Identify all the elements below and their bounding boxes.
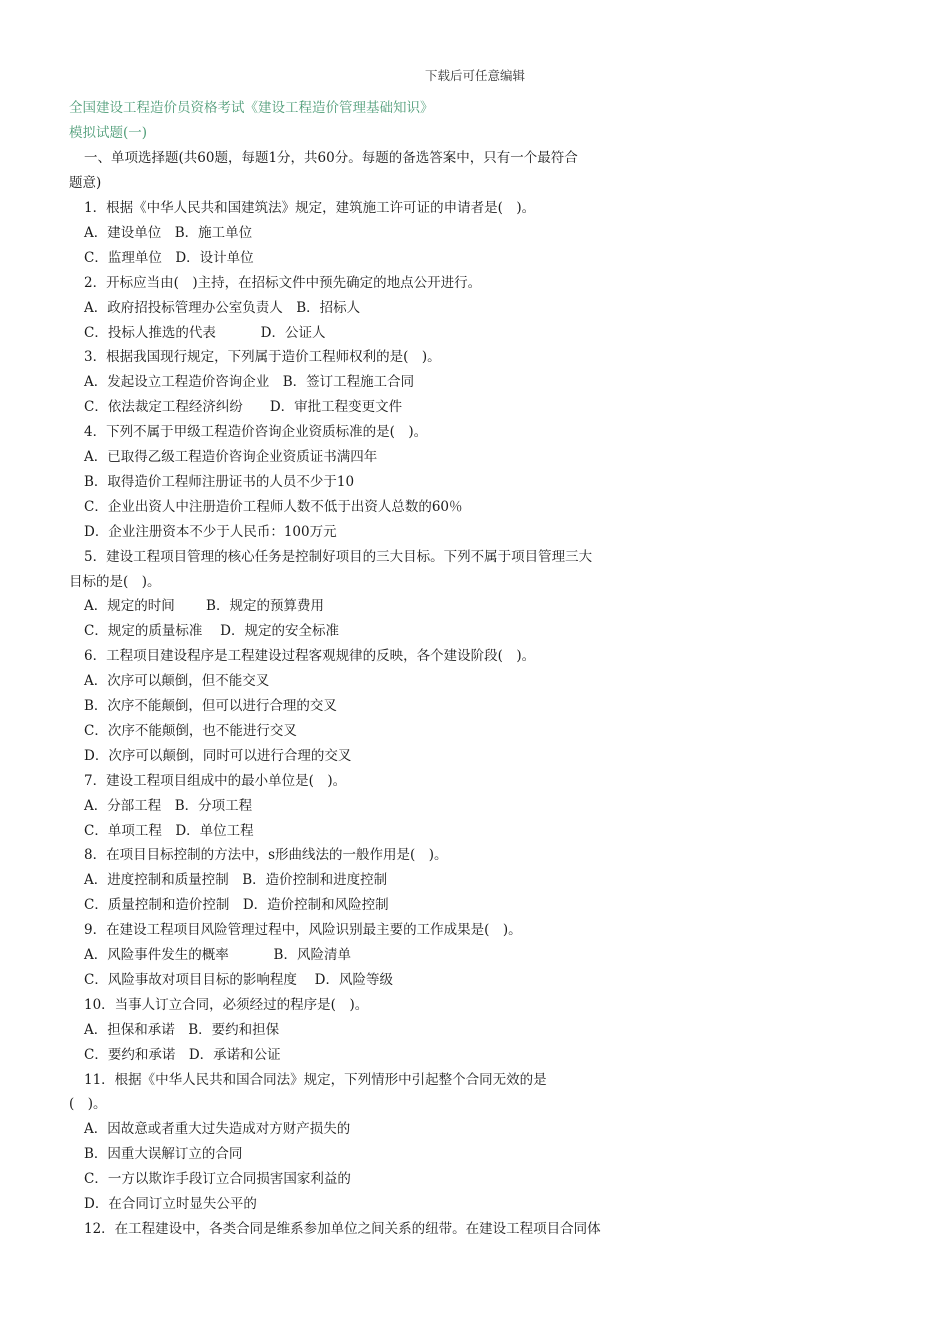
answer-option: B．次序不能颠倒，但可以进行合理的交叉: [84, 698, 337, 714]
answer-option: D．次序可以颠倒，同时可以进行合理的交叉: [84, 747, 352, 764]
question-stem: 9．在建设工程项目风险管理过程中，风险识别最主要的工作成果是( )。: [84, 922, 522, 939]
answer-option: C．监理单位 D．设计单位: [84, 249, 254, 266]
answer-option: C．单项工程 D．单位工程: [84, 822, 254, 839]
answer-option: C．质量控制和造价控制 D．造价控制和风险控制: [84, 897, 389, 914]
question-stem: 7．建设工程项目组成中的最小单位是( )。: [84, 772, 347, 789]
answer-option: A．进度控制和质量控制 B．造价控制和进度控制: [84, 872, 388, 889]
answer-option: A．风险事件发生的概率 B．风险清单: [84, 947, 351, 963]
answer-option: C．一方以欺诈手段订立合同损害国家利益的: [84, 1171, 351, 1188]
answer-option: A．规定的时间 B．规定的预算费用: [84, 598, 324, 615]
question-stem-continued: 目标的是( )。: [69, 573, 161, 590]
question-stem: 10．当事人订立合同，必须经过的程序是( )。: [84, 996, 369, 1013]
question-stem: 11．根据《中华人民共和国合同法》规定，下列情形中引起整个合同无效的是: [84, 1071, 547, 1088]
answer-option: D．在合同订立时显失公平的: [84, 1196, 257, 1212]
answer-option: D．企业注册资本不少于人民币：100万元: [84, 523, 337, 540]
answer-option: C．要约和承诺 D．承诺和公证: [84, 1046, 281, 1063]
section-heading-continued: 题意): [69, 175, 102, 191]
document-title: 全国建设工程造价员资格考试《建设工程造价管理基础知识》: [69, 100, 434, 116]
answer-option: C．依法裁定工程经济纠纷 D．审批工程变更文件: [84, 399, 403, 416]
page-header: 下载后可任意编辑: [424, 68, 525, 83]
question-stem-continued: ( )。: [69, 1096, 107, 1113]
answer-option: B．因重大误解订立的合同: [84, 1146, 243, 1163]
answer-option: A．分部工程 B．分项工程: [84, 797, 253, 814]
answer-option: A．政府招投标管理办公室负责人 B．招标人: [84, 299, 361, 316]
answer-option: A．发起设立工程造价咨询企业 B．签订工程施工合同: [84, 374, 415, 391]
answer-option: C．投标人推选的代表 D．公证人: [84, 324, 326, 341]
question-stem: 5．建设工程项目管理的核心任务是控制好项目的三大目标。下列不属于项目管理三大: [84, 548, 593, 565]
answer-option: C．规定的质量标准 D．规定的安全标准: [84, 623, 339, 640]
question-stem: 8．在项目目标控制的方法中，s形曲线法的一般作用是( )。: [84, 847, 448, 864]
answer-option: C．风险事故对项目目标的影响程度 D．风险等级: [84, 971, 393, 988]
answer-option: B．取得造价工程师注册证书的人员不少于10: [84, 473, 355, 490]
answer-option: A．因故意或者重大过失造成对方财产损失的: [84, 1121, 351, 1138]
question-stem: 1．根据《中华人民共和国建筑法》规定，建筑施工许可证的申请者是( )。: [84, 200, 536, 216]
answer-option: A．建设单位 B．施工单位: [84, 224, 253, 241]
question-stem: 4．下列不属于甲级工程造价咨询企业资质标准的是( )。: [84, 424, 428, 441]
answer-option: C．企业出资人中注册造价工程师人数不低于出资人总数的60％: [84, 498, 463, 515]
answer-option: C．次序不能颠倒，也不能进行交叉: [84, 722, 297, 739]
answer-option: A．次序可以颠倒，但不能交叉: [84, 673, 270, 690]
question-stem: 6．工程项目建设程序是工程建设过程客观规律的反映，各个建设阶段( )。: [84, 648, 536, 665]
question-stem: 3．根据我国现行规定，下列属于造价工程师权利的是( )。: [84, 349, 441, 366]
question-stem: 2．开标应当由( )主持，在招标文件中预先确定的地点公开进行。: [84, 274, 482, 291]
answer-option: A．已取得乙级工程造价咨询企业资质证书满四年: [84, 449, 378, 465]
section-heading: 一、单项选择题(共60题，每题1分，共60分。每题的备选答案中，只有一个最符合: [84, 150, 578, 166]
question-stem: 12．在工程建设中，各类合同是维系参加单位之间关系的纽带。在建设工程项目合同体: [84, 1220, 601, 1237]
answer-option: A．担保和承诺 B．要约和担保: [84, 1021, 280, 1038]
document-subtitle: 模拟试题(一): [69, 125, 148, 141]
